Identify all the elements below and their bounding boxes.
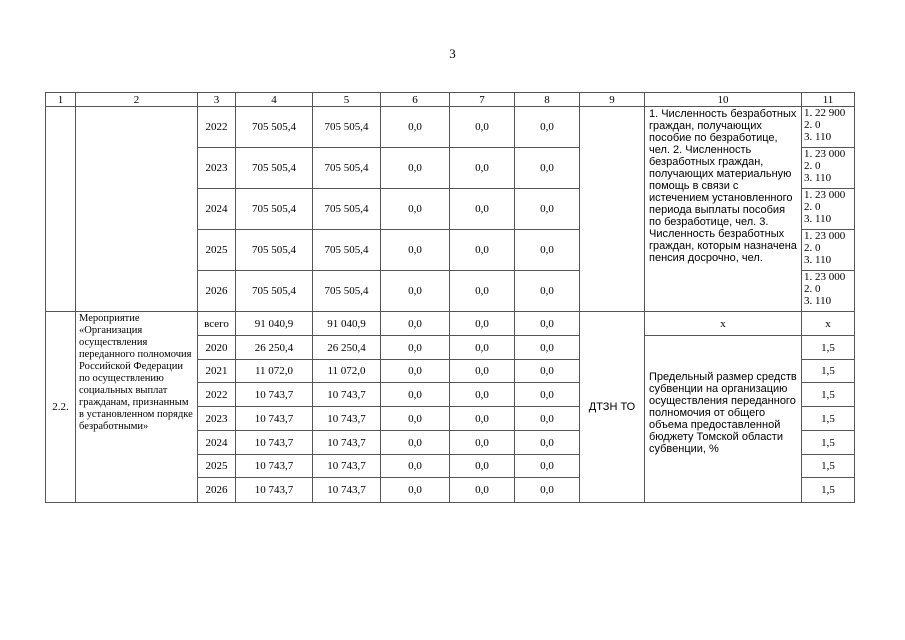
target-value-cell: 1,5 — [802, 336, 855, 360]
extrabudget-cell: 0,0 — [515, 230, 580, 271]
regional-budget-cell: 0,0 — [381, 271, 450, 312]
total-cell: 10 743,7 — [236, 478, 313, 503]
regional-budget-cell: 0,0 — [381, 431, 450, 455]
total-cell: 705 505,4 — [236, 271, 313, 312]
total-cell: 10 743,7 — [236, 383, 313, 407]
local-budget-cell: 0,0 — [450, 360, 515, 383]
federal-budget-cell: 705 505,4 — [313, 230, 381, 271]
federal-budget-cell: 26 250,4 — [313, 336, 381, 360]
local-budget-cell: 0,0 — [450, 431, 515, 455]
responsible-cell — [580, 107, 645, 312]
year-cell: 2023 — [198, 148, 236, 189]
target-value: 2. 0 — [804, 283, 821, 295]
total-cell: 705 505,4 — [236, 189, 313, 230]
item-name-cell: Мероприятие «Организация осуществления переданного полномочия Российской Федерации по осуществлению социальных выплат гражданам, признанным в установленном порядке безработными» — [76, 312, 198, 503]
regional-budget-cell: 0,0 — [381, 107, 450, 148]
total-cell: 26 250,4 — [236, 336, 313, 360]
col-header-7: 7 — [450, 93, 515, 107]
target-value: 2. 0 — [804, 201, 821, 213]
target-value-cell: 1,5 — [802, 407, 855, 431]
total-cell: 10 743,7 — [236, 431, 313, 455]
target-value-cell: 1,5 — [802, 360, 855, 383]
regional-budget-cell: 0,0 — [381, 312, 450, 336]
extrabudget-cell: 0,0 — [515, 189, 580, 230]
federal-budget-cell: 705 505,4 — [313, 107, 381, 148]
regional-budget-cell: 0,0 — [381, 336, 450, 360]
target-value-cell: 1,5 — [802, 431, 855, 455]
indicator-cell: Предельный размер средств субвенции на организацию осуществления переданного полномочия от общего объема предоставленной бюджету Томской области субвенции, % — [645, 336, 802, 503]
target-values-cell — [802, 230, 855, 271]
local-budget-cell: 0,0 — [450, 189, 515, 230]
indicator-cell: х — [645, 312, 802, 336]
target-value-cell: 1,5 — [802, 383, 855, 407]
year-cell: всего — [198, 312, 236, 336]
extrabudget-cell: 0,0 — [515, 455, 580, 478]
local-budget-cell: 0,0 — [450, 336, 515, 360]
extrabudget-cell: 0,0 — [515, 107, 580, 148]
local-budget-cell: 0,0 — [450, 383, 515, 407]
federal-budget-cell: 705 505,4 — [313, 271, 381, 312]
regional-budget-cell: 0,0 — [381, 189, 450, 230]
year-cell: 2023 — [198, 407, 236, 431]
year-cell: 2026 — [198, 271, 236, 312]
total-cell: 11 072,0 — [236, 360, 313, 383]
local-budget-cell: 0,0 — [450, 230, 515, 271]
target-value: 3. 110 — [804, 172, 832, 184]
program-table — [45, 92, 855, 503]
col-header-3: 3 — [198, 93, 236, 107]
col-header-6: 6 — [381, 93, 450, 107]
total-cell: 10 743,7 — [236, 407, 313, 431]
col-header-10: 10 — [645, 93, 802, 107]
local-budget-cell: 0,0 — [450, 107, 515, 148]
col-header-11: 11 — [802, 93, 855, 107]
regional-budget-cell: 0,0 — [381, 360, 450, 383]
target-values-cell — [802, 271, 855, 312]
target-value: 1. 23 000 — [804, 230, 846, 242]
target-value: 3. 110 — [804, 131, 832, 143]
year-cell: 2025 — [198, 455, 236, 478]
col-header-4: 4 — [236, 93, 313, 107]
year-cell: 2025 — [198, 230, 236, 271]
regional-budget-cell: 0,0 — [381, 383, 450, 407]
col-header-2: 2 — [76, 93, 198, 107]
target-values-cell — [802, 148, 855, 189]
target-value: 1. 23 000 — [804, 271, 846, 283]
total-cell: 705 505,4 — [236, 148, 313, 189]
federal-budget-cell: 10 743,7 — [313, 478, 381, 503]
extrabudget-cell: 0,0 — [515, 383, 580, 407]
extrabudget-cell: 0,0 — [515, 271, 580, 312]
local-budget-cell: 0,0 — [450, 148, 515, 189]
local-budget-cell: 0,0 — [450, 478, 515, 503]
extrabudget-cell: 0,0 — [515, 431, 580, 455]
regional-budget-cell: 0,0 — [381, 407, 450, 431]
federal-budget-cell: 705 505,4 — [313, 189, 381, 230]
federal-budget-cell: 10 743,7 — [313, 431, 381, 455]
local-budget-cell: 0,0 — [450, 271, 515, 312]
extrabudget-cell: 0,0 — [515, 360, 580, 383]
extrabudget-cell: 0,0 — [515, 336, 580, 360]
local-budget-cell: 0,0 — [450, 455, 515, 478]
target-value-cell: 1,5 — [802, 478, 855, 503]
target-value: 1. 23 000 — [804, 189, 846, 201]
year-cell: 2022 — [198, 107, 236, 148]
federal-budget-cell: 91 040,9 — [313, 312, 381, 336]
target-value: 2. 0 — [804, 119, 821, 131]
col-header-8: 8 — [515, 93, 580, 107]
local-budget-cell: 0,0 — [450, 407, 515, 431]
total-cell: 705 505,4 — [236, 230, 313, 271]
year-cell: 2024 — [198, 431, 236, 455]
extrabudget-cell: 0,0 — [515, 478, 580, 503]
table-row — [46, 107, 855, 148]
year-cell: 2024 — [198, 189, 236, 230]
indicator-cell: 1. Численность безработных граждан, получающих пособие по безработице, чел. 2. Численность безработных граждан, получающих материальную помощь в связи с истечением установленного периода выплаты пособия по безработице, чел. 3. Численность безработных граждан, которым назначена пенсия досрочно, чел. — [645, 107, 802, 312]
column-number-row — [46, 93, 855, 107]
extrabudget-cell: 0,0 — [515, 407, 580, 431]
federal-budget-cell: 705 505,4 — [313, 148, 381, 189]
federal-budget-cell: 10 743,7 — [313, 383, 381, 407]
regional-budget-cell: 0,0 — [381, 478, 450, 503]
target-value: 1. 23 000 — [804, 148, 846, 160]
year-cell: 2021 — [198, 360, 236, 383]
total-cell: 705 505,4 — [236, 107, 313, 148]
col-header-5: 5 — [313, 93, 381, 107]
target-values-cell — [802, 107, 855, 148]
target-values-cell — [802, 189, 855, 230]
extrabudget-cell: 0,0 — [515, 312, 580, 336]
responsible-cell: ДТЗН ТО — [580, 312, 645, 503]
year-cell: 2022 — [198, 383, 236, 407]
table-row — [46, 312, 855, 336]
regional-budget-cell: 0,0 — [381, 148, 450, 189]
total-cell: 91 040,9 — [236, 312, 313, 336]
federal-budget-cell: 10 743,7 — [313, 455, 381, 478]
col-header-1: 1 — [46, 93, 76, 107]
federal-budget-cell: 10 743,7 — [313, 407, 381, 431]
page-number: 3 — [449, 46, 456, 61]
item-number-cell — [46, 107, 76, 312]
target-value-cell: 1,5 — [802, 455, 855, 478]
year-cell: 2026 — [198, 478, 236, 503]
target-value: 1. 22 900 — [804, 107, 846, 119]
target-value-cell: х — [802, 312, 855, 336]
item-number-cell: 2.2. — [46, 312, 76, 503]
target-value: 3. 110 — [804, 213, 832, 225]
extrabudget-cell: 0,0 — [515, 148, 580, 189]
regional-budget-cell: 0,0 — [381, 230, 450, 271]
col-header-9: 9 — [580, 93, 645, 107]
target-value: 3. 110 — [804, 295, 832, 307]
target-value: 2. 0 — [804, 242, 821, 254]
total-cell: 10 743,7 — [236, 455, 313, 478]
local-budget-cell: 0,0 — [450, 312, 515, 336]
target-value: 3. 110 — [804, 254, 832, 266]
year-cell: 2020 — [198, 336, 236, 360]
regional-budget-cell: 0,0 — [381, 455, 450, 478]
federal-budget-cell: 11 072,0 — [313, 360, 381, 383]
item-name-cell — [76, 107, 198, 312]
target-value: 2. 0 — [804, 160, 821, 172]
